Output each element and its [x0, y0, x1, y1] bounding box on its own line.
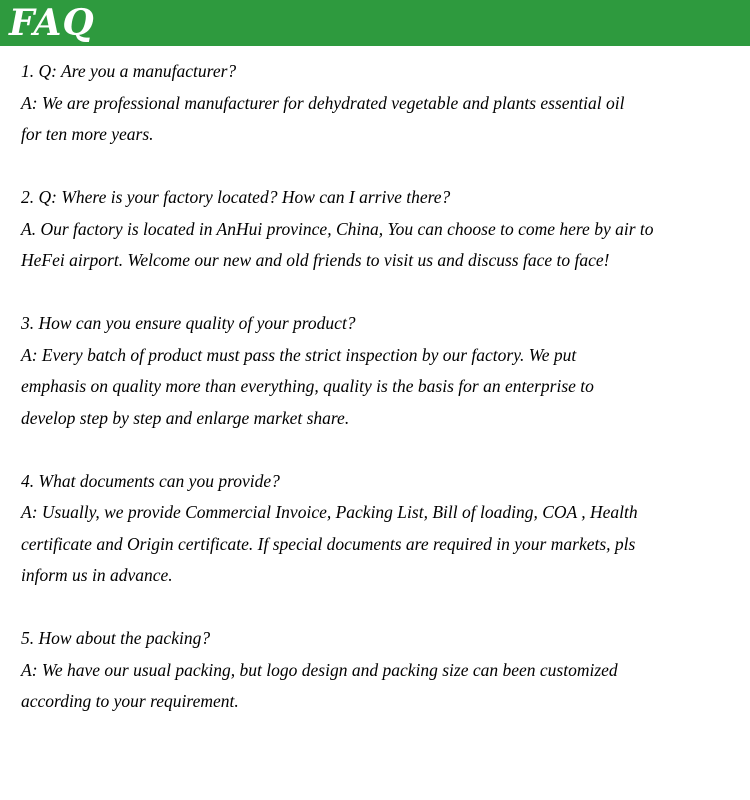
faq-item [21, 308, 741, 434]
faq-item [21, 56, 741, 151]
faq-question: 5. How about the packing? [21, 628, 211, 648]
faq-question: 4. What documents can you provide? [21, 470, 280, 491]
faq-question: 1. Q: Are you a manufacturer? [21, 61, 237, 81]
faq-header-bar [0, 0, 750, 46]
faq-answer-line: develop step by step and enlarge market share. [21, 407, 350, 428]
faq-item [21, 466, 741, 592]
faq-answer-line: for ten more years. [21, 124, 154, 144]
faq-item [21, 623, 741, 718]
faq-answer-line: certificate and Origin certificate. If special documents are required in your markets, pls [21, 533, 636, 554]
faq-question: 2. Q: Where is your factory located? How can I arrive there? [21, 187, 451, 207]
faq-answer-line: A: We are professional manufacturer for dehydrated vegetable and plants essential oil [21, 92, 625, 113]
faq-answer-line: according to your requirement. [21, 691, 239, 711]
faq-answer-line: A: We have our usual packing, but logo design and packing size can been customized [21, 659, 618, 680]
faq-answer-line: A. Our factory is located in AnHui province, China, You can choose to come here by air to [21, 218, 654, 239]
faq-answer-line: A: Usually, we provide Commercial Invoice, Packing List, Bill of loading, COA , Health [21, 502, 638, 522]
faq-item [21, 182, 741, 277]
faq-list [21, 56, 741, 749]
faq-answer-line: HeFei airport. Welcome our new and old friends to visit us and discuss face to face! [21, 250, 610, 270]
faq-answer-line: emphasis on quality more than everything, quality is the basis for an enterprise to [21, 376, 594, 396]
faq-answer-line: A: Every batch of product must pass the strict inspection by our factory. We put [21, 344, 577, 365]
faq-title: FAQ [9, 2, 95, 44]
faq-answer-line: inform us in advance. [21, 565, 173, 585]
faq-question: 3. How can you ensure quality of your product? [21, 313, 356, 333]
